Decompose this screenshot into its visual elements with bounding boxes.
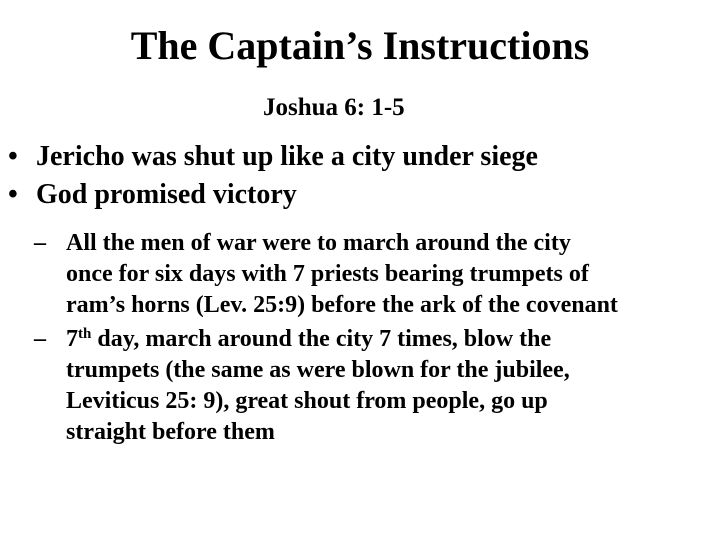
sub-bullet-item [34,228,720,321]
bullet-text: Jericho was shut up like a city under siege [36,141,538,172]
sub-bullet-line: ram’s horns (Lev. 25:9) before the ark of the covenant [66,292,618,318]
bullet-item [8,176,538,214]
bullet-icon: • [8,141,18,172]
bullet-icon: • [8,179,18,210]
ordinal-suffix: th [78,326,92,342]
sub-bullet-line: straight before them [66,419,275,445]
ordinal-number: 7 [66,326,78,352]
scripture-reference: Joshua 6: 1-5 [263,94,405,121]
bullet-list [8,138,538,214]
sub-bullet-text: day, march around the city 7 times, blow the [91,326,552,352]
dash-icon: – [34,326,46,352]
bullet-item [8,138,538,176]
sub-bullet-line: Leviticus 25: 9), great shout from people, go up [66,388,548,414]
sub-bullet-line: trumpets (the same as were blown for the jubilee, [66,357,570,383]
slide-title: The Captain’s Instructions [130,23,590,68]
sub-bullet-line: once for six days with 7 priests bearing trumpets of [66,261,589,287]
sub-bullet-list [34,228,720,448]
sub-bullet-item [34,324,720,448]
dash-icon: – [34,230,46,256]
sub-bullet-line: All the men of war were to march around the city [66,230,571,256]
bullet-text: God promised victory [36,179,297,210]
sub-bullet-line [66,324,720,355]
